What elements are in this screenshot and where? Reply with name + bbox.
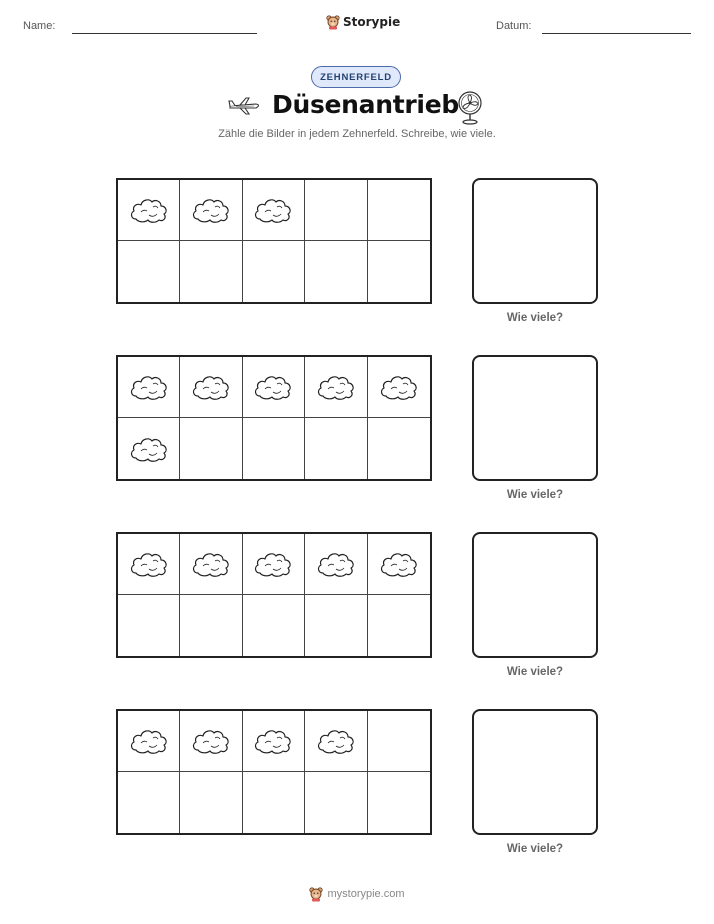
ten-frame-cell <box>180 534 242 595</box>
ten-frame-cell <box>180 772 242 833</box>
ten-frame <box>116 178 432 304</box>
ten-frame-cell <box>243 241 305 302</box>
answer-box[interactable] <box>472 532 598 658</box>
title-row <box>0 88 714 128</box>
footer-url: mystorypie.com <box>327 888 405 900</box>
ten-frame-cell <box>368 418 430 479</box>
ten-frame-cell <box>305 180 367 241</box>
category-badge: ZEHNERFELD <box>311 66 401 88</box>
cloud-icon <box>379 549 419 579</box>
cloud-icon <box>129 434 169 464</box>
bear-icon <box>326 14 340 30</box>
name-label: Name: <box>23 20 56 32</box>
ten-frame-cell <box>118 772 180 833</box>
ten-frame-cell <box>180 711 242 772</box>
cloud-icon <box>129 549 169 579</box>
brand-name: Storypie <box>343 15 401 29</box>
cloud-icon <box>316 372 356 402</box>
ten-frame-cell <box>243 418 305 479</box>
cloud-icon <box>191 726 231 756</box>
ten-frame-cell <box>368 180 430 241</box>
answer-label: Wie viele? <box>506 843 564 855</box>
ten-frame-cell <box>180 180 242 241</box>
cloud-icon <box>191 195 231 225</box>
ten-frame-cell <box>180 241 242 302</box>
brand-logo <box>326 12 400 32</box>
ten-frame-cell <box>243 357 305 418</box>
cloud-icon <box>253 549 293 579</box>
ten-frame-cell <box>305 711 367 772</box>
ten-frame-cell <box>243 534 305 595</box>
ten-frame-cell <box>243 595 305 656</box>
ten-frame-cell <box>180 418 242 479</box>
page-title: Düsenantrieb <box>272 90 459 119</box>
ten-frame-cell <box>180 595 242 656</box>
ten-frame-cell <box>118 241 180 302</box>
date-line[interactable] <box>542 33 691 34</box>
ten-frame-cell <box>368 595 430 656</box>
cloud-icon <box>253 195 293 225</box>
ten-frame-cell <box>368 711 430 772</box>
ten-frame-cell <box>118 595 180 656</box>
problem-4 <box>0 709 714 869</box>
ten-frame-cell <box>243 711 305 772</box>
ten-frame-cell <box>243 180 305 241</box>
problem-2 <box>0 355 714 515</box>
cloud-icon <box>253 726 293 756</box>
ten-frame-cell <box>305 772 367 833</box>
ten-frame-cell <box>305 357 367 418</box>
cloud-icon <box>129 726 169 756</box>
ten-frame-cell <box>243 772 305 833</box>
bear-icon <box>309 886 323 902</box>
ten-frame-cell <box>118 418 180 479</box>
airplane-icon <box>228 96 262 116</box>
cloud-icon <box>191 372 231 402</box>
ten-frame <box>116 355 432 481</box>
ten-frame-cell <box>368 241 430 302</box>
date-label: Datum: <box>496 20 532 32</box>
ten-frame-cell <box>305 595 367 656</box>
ten-frame-cell <box>180 357 242 418</box>
ten-frame-cell <box>305 534 367 595</box>
fan-icon <box>456 91 484 125</box>
ten-frame-cell <box>305 418 367 479</box>
ten-frame <box>116 709 432 835</box>
worksheet-header <box>0 0 714 52</box>
ten-frame-cell <box>368 357 430 418</box>
problem-1 <box>0 178 714 338</box>
ten-frame-cell <box>305 241 367 302</box>
ten-frame-cell <box>368 534 430 595</box>
cloud-icon <box>129 372 169 402</box>
ten-frame-cell <box>118 534 180 595</box>
cloud-icon <box>316 726 356 756</box>
answer-label: Wie viele? <box>506 489 564 501</box>
problem-3 <box>0 532 714 692</box>
answer-label: Wie viele? <box>506 312 564 324</box>
cloud-icon <box>253 372 293 402</box>
cloud-icon <box>129 195 169 225</box>
answer-box[interactable] <box>472 178 598 304</box>
cloud-icon <box>191 549 231 579</box>
answer-box[interactable] <box>472 709 598 835</box>
ten-frame-cell <box>118 357 180 418</box>
footer <box>0 886 714 902</box>
cloud-icon <box>316 549 356 579</box>
ten-frame-cell <box>368 772 430 833</box>
ten-frame <box>116 532 432 658</box>
ten-frame-cell <box>118 180 180 241</box>
ten-frame-cell <box>118 711 180 772</box>
answer-box[interactable] <box>472 355 598 481</box>
name-line[interactable] <box>72 33 257 34</box>
instructions: Zähle die Bilder in jedem Zehnerfeld. Schreibe, wie viele. <box>218 128 496 140</box>
cloud-icon <box>379 372 419 402</box>
answer-label: Wie viele? <box>506 666 564 678</box>
